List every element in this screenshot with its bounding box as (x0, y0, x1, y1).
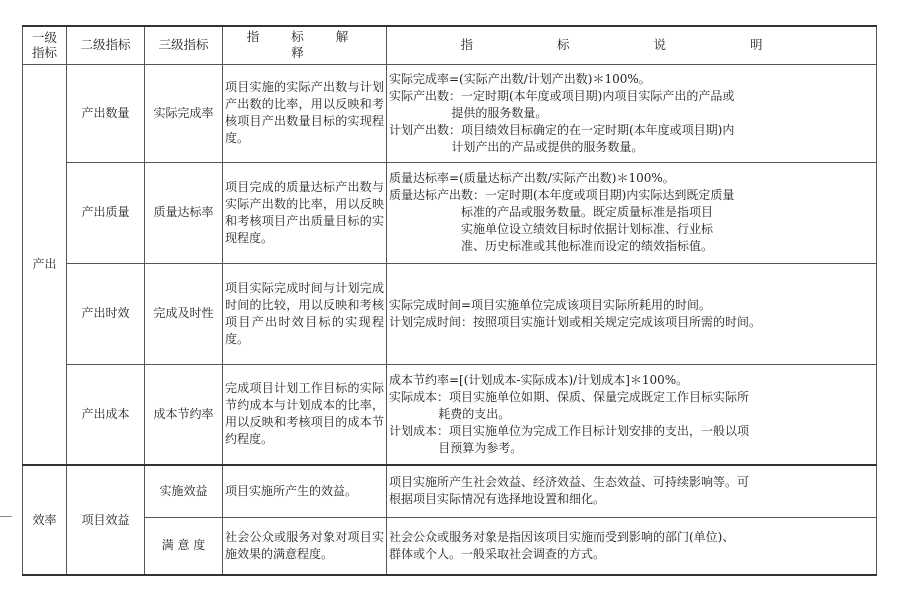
level2-cell: 项目效益 (67, 465, 145, 575)
note-line: 标准的产品或服务数量。既定质量标准是指项目 (461, 205, 714, 219)
note-line: 提供的服务数量。 (451, 105, 548, 120)
note-line: 质量达标产出数：一定时期(本年度或项目期)内实际达到既定质量 (389, 188, 735, 202)
table-row (23, 263, 877, 364)
level1-cell: 产出 (23, 64, 67, 465)
level3-cell: 完成及时性 (145, 263, 223, 364)
note-line: 成本节约率=[(计划成本-实际成本)/计划成本]＊100%。 (389, 372, 689, 387)
note-line: 计划产出的产品或提供的服务数量。 (451, 139, 644, 154)
explain-cell: 项目实际完成时间与计划完成时间的比较，用以反映和考核项目产出时效目标的实现程度。 (223, 263, 387, 364)
table-row (23, 364, 877, 465)
note-line: 计划完成时间：按照项目实施计划或相关规定完成该项目所需的时间。 (389, 314, 762, 329)
note-line: 质量达标率=(质量达标产出数/实际产出数)＊100%。 (389, 171, 675, 185)
note-line: 项目实施所产生社会效益、经济效益、生态效益、可持续影响等。可 (389, 475, 750, 490)
note-line: 实施单位设立绩效目标时依据计划标准、行业标 (461, 222, 714, 236)
table-row (23, 517, 877, 575)
table-row (23, 162, 877, 263)
header-notes: 指 标 说 明 (387, 26, 877, 64)
notes-cell (387, 465, 877, 517)
note-line: 耗费的支出。 (438, 406, 511, 421)
margin-rule (0, 516, 12, 517)
level3-cell: 实际完成率 (145, 64, 223, 162)
notes-cell (387, 64, 877, 162)
level3-cell: 满 意 度 (145, 517, 223, 575)
note-line: 目预算为参考。 (438, 440, 523, 455)
indicator-table (22, 25, 877, 576)
level3-cell: 成本节约率 (145, 364, 223, 465)
level3-cell: 实施效益 (145, 465, 223, 517)
level2-cell: 产出质量 (67, 162, 145, 263)
note-line: 社会公众或服务对象是指因该项目实施而受到影响的部门(单位)、 (389, 529, 735, 544)
level2-cell: 产出时效 (67, 263, 145, 364)
header-row (23, 26, 877, 64)
level1-cell: 效率 (23, 465, 67, 575)
level3-cell: 质量达标率 (145, 162, 223, 263)
note-line: 实际成本：项目实施单位如期、保质、保量完成既定工作目标实际所 (389, 389, 750, 404)
note-line: 实际完成率=(实际产出数/计划产出数)＊100%。 (389, 71, 651, 86)
table-row (23, 64, 877, 162)
notes-cell (387, 162, 877, 263)
header-explain: 指 标 解 释 (223, 26, 387, 64)
notes-cell (387, 364, 877, 465)
note-line: 计划成本：项目实施单位为完成工作目标计划安排的支出，一般以项 (389, 423, 750, 438)
explain-cell: 项目实施的实际产出数与计划产出数的比率，用以反映和考核项目产出数量目标的实现程度。 (223, 64, 387, 162)
level2-cell: 产出数量 (67, 64, 145, 162)
note-line: 准、历史标准或其他标准而设定的绩效指标值。 (461, 239, 714, 253)
notes-cell (387, 517, 877, 575)
note-line: 实际产出数：一定时期(本年度或项目期)内项目实际产出的产品或 (389, 88, 735, 103)
explain-cell: 项目完成的质量达标产出数与实际产出数的比率，用以反映和考核项目产出质量目标的实现程度。 (223, 162, 387, 263)
notes-cell (387, 263, 877, 364)
note-line: 计划产出数：项目绩效目标确定的在一定时期(本年度或项目期)内 (389, 122, 735, 137)
header-level3: 三级指标 (145, 26, 223, 64)
header-level2: 二级指标 (67, 26, 145, 64)
note-line: 根据项目实际情况有选择地设置和细化。 (389, 492, 606, 507)
explain-cell: 项目实施所产生的效益。 (223, 465, 387, 517)
explain-cell: 社会公众或服务对象对项目实施效果的满意程度。 (223, 517, 387, 575)
table-row (23, 465, 877, 517)
note-line: 群体或个人。一般采取社会调查的方式。 (389, 546, 606, 561)
explain-cell: 完成项目计划工作目标的实际节约成本与计划成本的比率，用以反映和考核项目的成本节约程度。 (223, 364, 387, 465)
level2-cell: 产出成本 (67, 364, 145, 465)
note-line: 实际完成时间=项目实施单位完成该项目实际所耗用的时间。 (389, 297, 712, 312)
header-level1: 一级 指标 (23, 26, 67, 64)
